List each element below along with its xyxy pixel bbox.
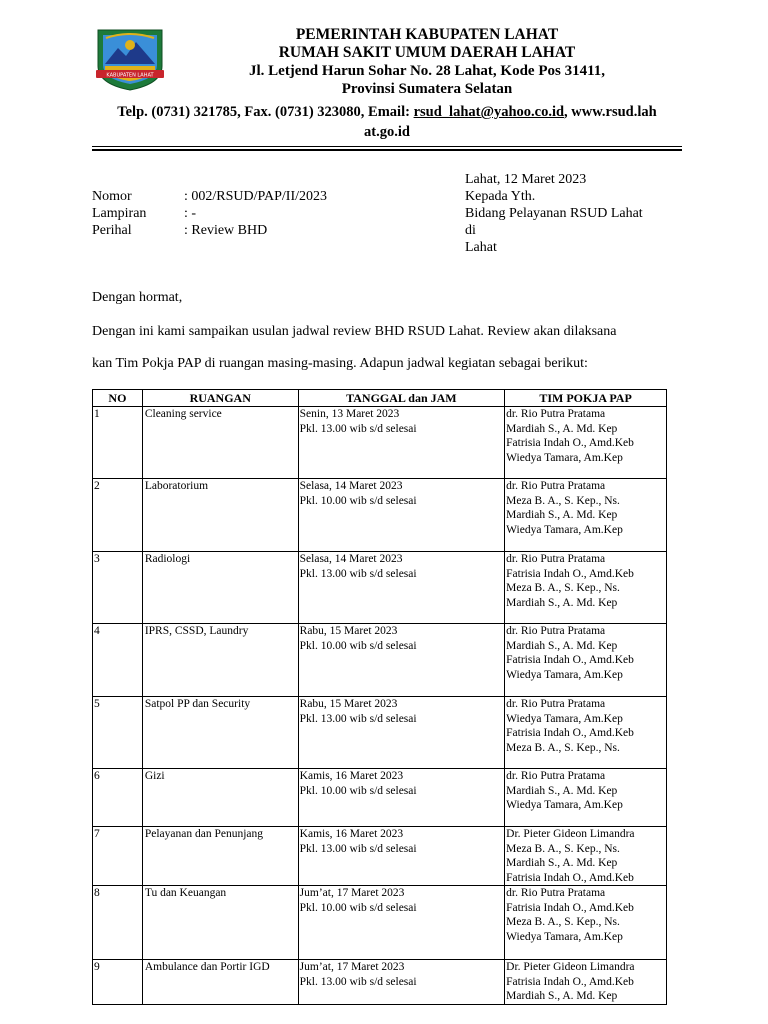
row-number: 4 [94,625,100,637]
schedule-time: Pkl. 10.00 wib s/d selesai [299,784,417,797]
letter-date: Lahat, 12 Maret 2023 [465,172,587,187]
team-member: Wiedya Tamara, Am.Kep [506,712,623,725]
team-member: Wiedya Tamara, Am.Kep [506,930,623,943]
team-member: Mardiah S., A. Md. Kep [506,509,618,521]
cell-team [505,407,667,479]
letterhead-address: Jl. Letjend Harun Sohar No. 28 Lahat, Kode Pos 31411, [248,63,605,79]
cell-date-time [298,827,504,886]
team-member: Meza B. A., S. Kep., Ns. [506,494,620,507]
cell-date-time [298,552,504,624]
table-row [93,960,667,1005]
body-paragraph [92,316,682,380]
room-name: Tu dan Keuangan [144,887,227,899]
team-member: dr. Rio Putra Pratama [506,553,606,565]
row-number: 7 [94,828,100,840]
team-member: Mardiah S., A. Md. Kep [506,639,618,652]
team-member: dr. Rio Putra Pratama [506,480,606,492]
letterhead-government: PEMERINTAH KABUPATEN LAHAT [295,26,559,43]
cell-date-time [298,407,504,479]
recipient-line: Lahat [465,240,497,255]
cell-room [142,479,298,552]
table-row [93,624,667,697]
row-number: 9 [94,961,100,973]
team-member: Dr. Pieter Gideon Limandra [506,961,635,973]
contact-website: , www.rsud.lah [564,104,657,120]
schedule-date: Selasa, 14 Maret 2023 [299,553,403,565]
team-member: Mardiah S., A. Md. Kep [506,990,618,1002]
meta-row-number [92,188,327,205]
meta-key: Perihal [92,223,132,238]
team-member: Meza B. A., S. Kep., Ns. [506,582,620,594]
letterhead-province: Provinsi Sumatera Selatan [341,81,513,97]
team-member: Wiedya Tamara, Am.Kep [506,668,623,681]
row-number: 8 [94,887,100,899]
room-name: Gizi [144,770,165,782]
column-header-date-time: TANGGAL dan JAM [298,390,504,407]
room-name: IPRS, CSSD, Laundry [144,625,249,637]
table-row [93,407,667,479]
room-name: Laboratorium [144,480,209,492]
table-row [93,697,667,769]
cell-date-time [298,624,504,697]
team-member: Dr. Pieter Gideon Limandra [506,828,635,840]
cell-room [142,624,298,697]
row-number: 6 [94,770,100,782]
table-row [93,769,667,827]
row-number: 5 [94,698,100,710]
schedule-time: Pkl. 10.00 wib s/d selesai [299,901,417,914]
row-number: 3 [94,553,100,565]
cell-no [93,960,143,1005]
cell-room [142,407,298,479]
salutation: Dengan hormat, [92,290,183,305]
team-member: dr. Rio Putra Pratama [506,770,606,782]
team-member: Fatrisia Indah O., Amd.Keb [506,437,634,449]
team-member: Wiedya Tamara, Am.Kep [506,523,623,536]
team-member: dr. Rio Putra Pratama [506,408,606,420]
letterhead-hospital: RUMAH SAKIT UMUM DAERAH LAHAT [278,44,576,61]
room-name: Radiologi [144,553,191,565]
team-member: Fatrisia Indah O., Amd.Keb [506,727,634,739]
meta-key: Nomor [92,189,132,204]
meta-row-subject [92,222,327,239]
cell-team [505,552,667,624]
schedule-time: Pkl. 10.00 wib s/d selesai [299,494,417,507]
team-member: Mardiah S., A. Md. Kep [506,596,618,609]
cell-team [505,697,667,769]
schedule-table [92,389,667,1005]
team-member: Fatrisia Indah O., Amd.Keb [506,654,634,666]
cell-team [505,624,667,697]
team-member: Mardiah S., A. Md. Kep [506,857,618,869]
schedule-time: Pkl. 13.00 wib s/d selesai [299,712,417,725]
schedule-date: Jum’at, 17 Maret 2023 [299,887,405,899]
team-member: Fatrisia Indah O., Amd.Keb [506,871,634,884]
cell-no [93,886,143,960]
team-member: Fatrisia Indah O., Amd.Keb [506,567,634,580]
cell-no [93,769,143,827]
cell-no [93,407,143,479]
cell-no [93,697,143,769]
letterhead [92,26,682,142]
cell-room [142,827,298,886]
team-member: dr. Rio Putra Pratama [506,698,606,710]
meta-row-attachment [92,205,327,222]
contact-website-continuation: at.go.id [364,124,410,140]
room-name: Cleaning service [144,408,222,420]
column-header-team: TIM POKJA PAP [505,390,667,407]
schedule-table-body [93,407,667,1005]
team-member: Meza B. A., S. Kep., Ns. [506,842,620,855]
cell-room [142,697,298,769]
room-name: Ambulance dan Portir IGD [144,961,270,973]
meta-value: : Review BHD [184,223,268,238]
team-member: Meza B. A., S. Kep., Ns. [506,741,620,754]
body-paragraph-line: Dengan ini kami sampaikan usulan jadwal review BHD RSUD Lahat. Review akan dilaksana [92,324,617,339]
cell-room [142,886,298,960]
cell-no [93,827,143,886]
table-row [93,827,667,886]
recipient-line: Bidang Pelayanan RSUD Lahat [465,206,643,221]
letterhead-contact [92,102,682,142]
schedule-time: Pkl. 13.00 wib s/d selesai [299,842,417,855]
date-and-recipient [465,171,643,256]
team-member: Meza B. A., S. Kep., Ns. [506,916,620,928]
cell-date-time [298,697,504,769]
meta-value: : 002/RSUD/PAP/II/2023 [184,189,328,204]
cell-team [505,769,667,827]
cell-room [142,769,298,827]
schedule-date: Senin, 13 Maret 2023 [299,408,400,420]
team-member: Fatrisia Indah O., Amd.Keb [506,975,634,988]
cell-team [505,886,667,960]
recipient-line: Kepada Yth. [465,189,536,204]
table-row [93,479,667,552]
schedule-date: Kamis, 16 Maret 2023 [299,770,404,782]
schedule-date: Rabu, 15 Maret 2023 [299,625,398,637]
cell-no [93,479,143,552]
schedule-date: Jum’at, 17 Maret 2023 [299,961,405,973]
cell-team [505,827,667,886]
cell-team [505,960,667,1005]
cell-room [142,552,298,624]
meta-value: : - [184,206,197,221]
team-member: Fatrisia Indah O., Amd.Keb [506,901,634,914]
schedule-date: Rabu, 15 Maret 2023 [299,698,398,710]
column-header-no: NO [93,390,143,407]
room-name: Pelayanan dan Penunjang [144,828,263,840]
team-member: Wiedya Tamara, Am.Kep [506,799,623,811]
body-paragraph-line: kan Tim Pokja PAP di ruangan masing-masing. Adapun jadwal kegiatan sebagai berikut: [92,356,588,371]
schedule-time: Pkl. 13.00 wib s/d selesai [299,975,417,988]
meta-key: Lampiran [92,206,147,221]
cell-date-time [298,960,504,1005]
schedule-date: Kamis, 16 Maret 2023 [299,828,404,840]
column-header-room: RUANGAN [142,390,298,407]
contact-email-link[interactable]: rsud_lahat@yahoo.co.id [413,104,565,120]
letter-reference-block [92,188,327,239]
cell-room [142,960,298,1005]
team-member: Mardiah S., A. Md. Kep [506,784,618,797]
letter-body [92,288,682,380]
room-name: Satpol PP dan Security [144,698,251,710]
recipient-line: di [465,223,476,238]
letterhead-divider-thick [92,149,682,151]
table-row [93,552,667,624]
cell-date-time [298,479,504,552]
table-row [93,886,667,960]
cell-date-time [298,769,504,827]
row-number: 2 [94,480,100,492]
cell-no [93,624,143,697]
contact-phone-fax: Telp. (0731) 321785, Fax. (0731) 323080, Email: [117,104,414,120]
cell-no [93,552,143,624]
schedule-date: Selasa, 14 Maret 2023 [299,480,403,492]
schedule-time: Pkl. 13.00 wib s/d selesai [299,567,417,580]
schedule-time: Pkl. 10.00 wib s/d selesai [299,639,417,652]
table-header-row [93,390,667,407]
team-member: Wiedya Tamara, Am.Kep [506,451,623,464]
team-member: dr. Rio Putra Pratama [506,887,606,899]
letterhead-divider-thin [92,146,682,147]
cell-date-time [298,886,504,960]
cell-team [505,479,667,552]
team-member: Mardiah S., A. Md. Kep [506,422,618,435]
crest-banner-text: KABUPATEN LAHAT [106,72,154,79]
team-member: dr. Rio Putra Pratama [506,625,606,637]
schedule-time: Pkl. 13.00 wib s/d selesai [299,422,417,435]
row-number: 1 [94,408,100,420]
